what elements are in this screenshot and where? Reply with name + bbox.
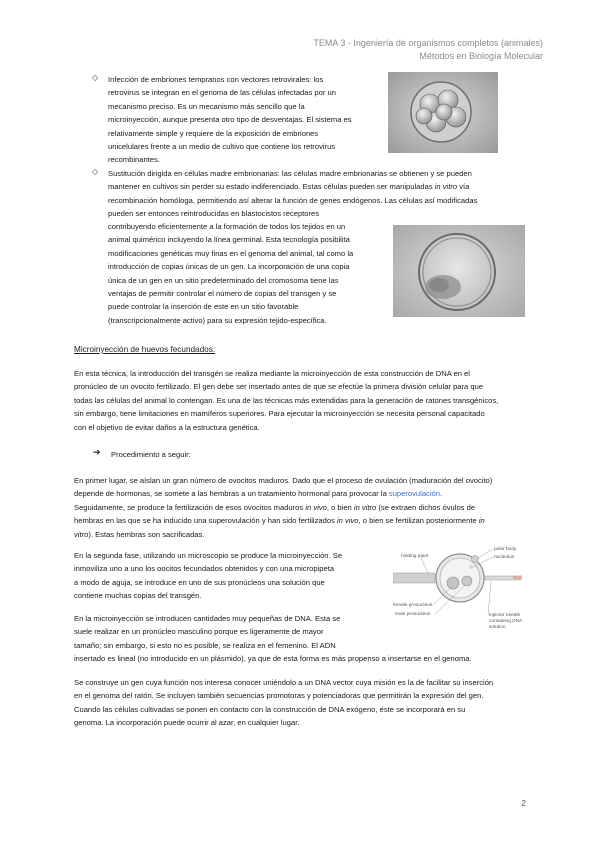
paragraph-technique: [74, 367, 534, 434]
text-line: con el objetivo de evitar daños a la estructura genética.: [74, 422, 260, 432]
text-line: puede controlar la inserción de este en un sitio favorable: [108, 302, 299, 312]
text-line: todas las células del animal lo contengan. Es una de las técnicas más extendidas para la generación de ratones transgénicos,: [74, 395, 499, 405]
text-line: única de un gen en un sitio predeterminado del cromosoma tiene las: [108, 275, 339, 285]
bullet-diamond-icon: ◇: [92, 167, 99, 176]
text-line: Se construye un gen cuya función nos interesa conocer uniéndolo a un DNA vector cuya misión es la de facilitar su inserción: [74, 678, 494, 687]
text-line: En primer lugar, se aíslan un gran número de ovocitos maduros. Dado que el proceso de ovulación (maduración del ovocito): [74, 476, 493, 485]
header-course-topic: TEMA 3 - Ingeniería de organismos completos (animales): [313, 38, 543, 48]
text-line: a modo de aguja, se introduce en uno de sus pronúcleos una solución que: [74, 577, 325, 587]
morula-embryo-image: [388, 72, 498, 153]
text-line: modificaciones genéticas muy finas en el genoma del animal, tal como la: [108, 248, 354, 258]
text-line: ventajas de permitir controlar el número de copias del transgen y se: [108, 289, 337, 299]
text-line: depende de hormonas, se somete a las hembras a un tratamiento hormonal para provocar la superovulación.: [74, 489, 443, 499]
text-line: hembras en las que se ha inducido una superovulación y han sido fertilizados in vivo, o bien se fertilizan posteriormente in: [74, 516, 485, 526]
text-line: pronúcleo de un ovocito fertilizado. El gen debe ser insertado antes de que se efectúe la primera división celular para que: [74, 382, 484, 392]
text-line: contribuyendo eficientemente a la formación de todos los tejidos en un: [108, 222, 346, 231]
section-title: Microinyección de huevos fecundados:: [74, 345, 216, 354]
svg-text:ʌʌʌ: ʌʌʌ: [513, 575, 522, 581]
text-line: En esta técnica, la introducción del transgén se realiza mediante la microinyección de esta construcción de DNA en el: [74, 369, 470, 378]
bullet-retroviral-text: [108, 73, 388, 167]
text-line: En la segunda fase, utilizando un microscopio se produce la microinyección. Se: [74, 551, 343, 560]
label-polar-body: polar body: [494, 547, 517, 552]
blastocyst-image: [393, 225, 525, 317]
paragraph-second-phase: [74, 549, 374, 603]
label-injector-solution: solution: [489, 625, 506, 630]
label-injector-dna: containing DNA: [489, 619, 523, 624]
header-subject: Métodos en Biología Molecular: [419, 51, 543, 61]
text-line: Seguidamente, se produce la fertilización de esos ovocitos maduros in vivo, o bien in vitro (se extraen dichos óvulos de: [74, 502, 476, 512]
bullet-stem-cells-text-cont: [108, 220, 388, 327]
text-line: relativamente simple y requiere de la exposición de embriones: [108, 128, 319, 138]
text-line: (transcripcionalmente activo) para su expresión tejido-específica.: [108, 315, 327, 325]
text-line: en el genoma del ratón. Se incluyen también secuencias promotoras y potenciadoras que permitirán la expresión del gen.: [74, 691, 484, 701]
text-line: tamaño; sin embargo, si esto no es posible, se realiza en el femenino. El ADN: [74, 640, 336, 650]
bullet-diamond-icon: ◇: [92, 73, 99, 82]
label-female-pronucleus: female pronucleus: [393, 603, 433, 608]
text-line: retrovirus se integran en el genoma de las células infectadas por un: [108, 88, 336, 98]
text-line: microinyección, aunque presenta otro tipo de desventajas. El sistema es: [108, 115, 352, 125]
text-line: recombinación homóloga, permitiendo así alterar la función de genes endógenos. Las células así modificadas: [108, 195, 478, 205]
label-male-pronucleus: male pronucleus: [395, 612, 431, 617]
bullet-stem-cells-text: [108, 167, 528, 221]
text-line: Infección de embriones tempranos con vectores retrovirales: los: [108, 75, 324, 84]
paragraph-first-phase: [74, 474, 539, 541]
text-line: recombinantes.: [108, 155, 160, 165]
text-line: pueden ser entonces reintroducidas en blastocistos receptores: [108, 209, 320, 219]
text-line: mantener en cultivos sin perder su estado indiferenciado. Estas células pueden ser manipuladas in vitro vía: [108, 182, 470, 192]
text-line: vitro). Estas hembras son sacrificadas.: [74, 529, 205, 539]
text-line: introducción de copias únicas de un gen. La incorporación de una copia: [108, 262, 350, 272]
text-line: genoma. La incorporación puede ocurrir al azar, en cualquier lugar.: [74, 718, 300, 728]
text-line: contiene muchas copias del transgén.: [74, 591, 202, 601]
paragraph-gene-construction: [74, 676, 539, 730]
text-line: Sustitución dirigida en células madre embrionarias: las células madre embrionarias se obtienen y se pueden: [108, 169, 472, 178]
text-line: mecanismo preciso. Es un mecanismo más sencillo que la: [108, 101, 305, 111]
text-line: insertado es lineal (no introducido en un plásmido), ya que de esta forma es más propenso a insertarse en el genoma.: [74, 654, 472, 664]
arrow-icon: ➔: [93, 447, 101, 457]
procedure-heading: Procedimiento a seguir:: [111, 450, 191, 459]
text-line: animal quimérico incluyendo la línea germinal. Esta tecnología posibilita: [108, 235, 350, 245]
label-nucleolus: nucleolus: [494, 555, 515, 560]
page-number: 2: [521, 798, 526, 808]
text-line: En la microinyección se introducen cantidades muy pequeñas de DNA. Esta se: [74, 614, 341, 623]
superovulation-link[interactable]: superovulación: [388, 489, 440, 499]
text-line: sin embargo, tiene limitaciones en mamíferos superiores. Para ejecutar la microinyección se necesita personal capacitado: [74, 409, 485, 419]
label-injector-needle: injector needle: [489, 613, 521, 618]
text-line: unicelulares frente a un medio de cultivo que contiene los retrovirus: [108, 142, 336, 152]
paragraph-dna-injection: [74, 612, 534, 666]
text-line: Cuando las células cultivadas se ponen en contacto con la construcción de DNA exógeno, éste se incorporará en su: [74, 704, 466, 714]
label-holding-pipet: holding pipet: [401, 554, 429, 559]
text-line: inmoviliza uno a uno los oocitos fecundados obtenidos y con una micropipeta: [74, 564, 335, 574]
page-header: [313, 37, 543, 63]
text-line: suele realizar en un pronúcleo masculino porque es ligeramente de mayor: [74, 627, 324, 637]
